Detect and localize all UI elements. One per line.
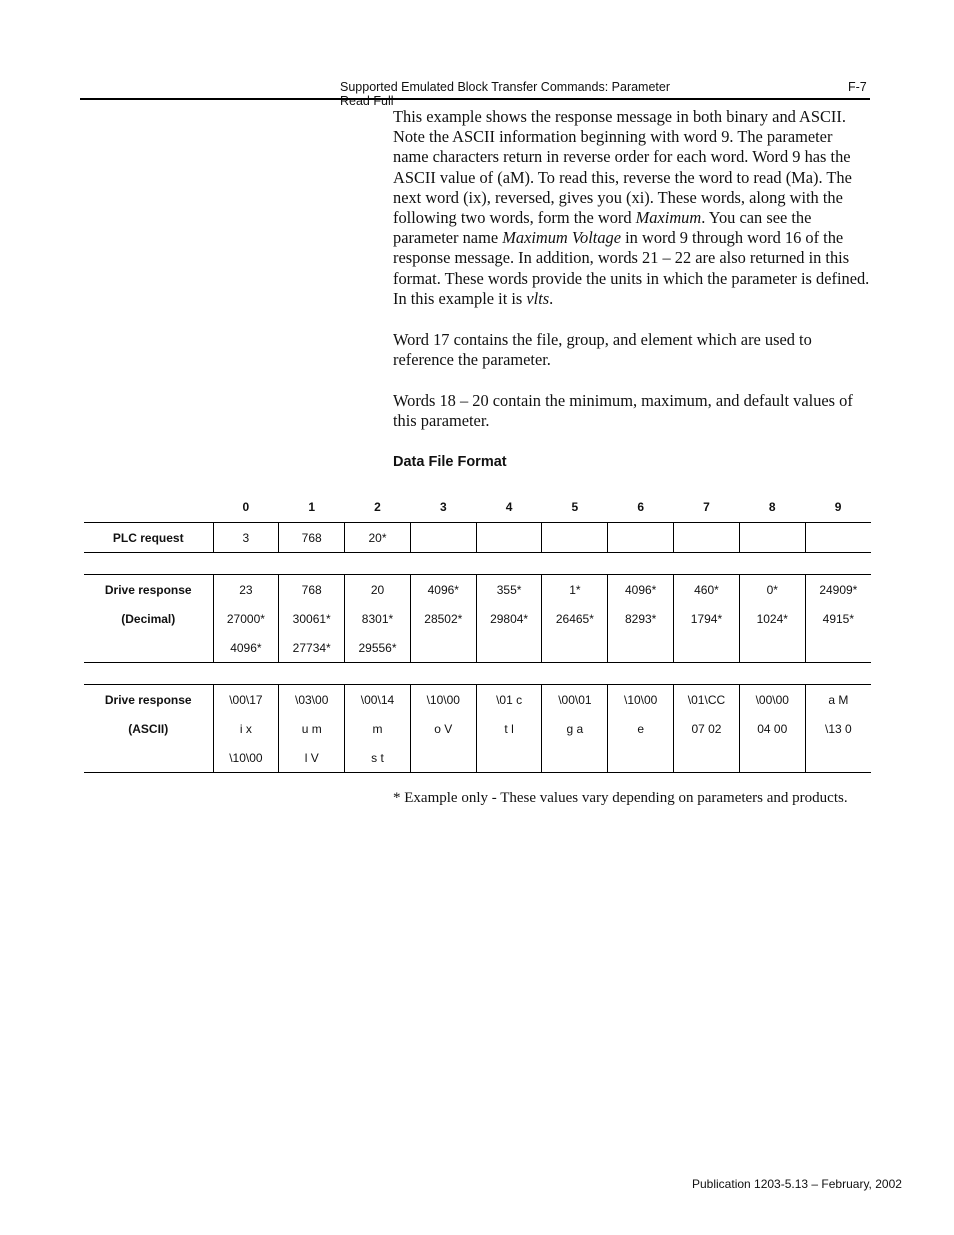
row-label: Drive response [84, 575, 213, 605]
table-cell: 768 [279, 575, 345, 605]
table-cell: \01 c [476, 685, 542, 715]
page-number: F-7 [848, 80, 867, 94]
row-label: Drive response [84, 685, 213, 715]
table-row [84, 685, 871, 715]
table-cell [476, 633, 542, 663]
table-cell: 28502* [410, 604, 476, 633]
row-label [84, 633, 213, 663]
table-cell: \10\00 [213, 743, 279, 773]
table-cell: 20 [345, 575, 411, 605]
column-header-3: 3 [439, 500, 447, 514]
table-cell: u m [279, 714, 345, 743]
table-cell: 20* [345, 523, 411, 553]
column-header-blank [84, 492, 213, 523]
table-cell [674, 633, 740, 663]
table-cell: \10\00 [410, 685, 476, 715]
section-heading: Data File Format [393, 454, 507, 470]
table-cell: g a [542, 714, 608, 743]
table-cell [410, 743, 476, 773]
table-cell: \01\CC [674, 685, 740, 715]
column-header-2: 2 [374, 500, 381, 514]
column-header-9: 9 [834, 500, 842, 514]
table-cell [476, 523, 542, 553]
table-cell: 23 [213, 575, 279, 605]
table-cell: 24909* [805, 575, 871, 605]
paragraph-word-17: Word 17 contains the file, group, and element which are used to reference the parameter. [393, 330, 812, 370]
column-header-5: 5 [571, 500, 579, 514]
row-label: (Decimal) [121, 611, 176, 626]
publication-footer: Publication 1203-5.13 – February, 2002 [692, 1177, 902, 1191]
paragraph-words-18-20: Words 18 – 20 contain the minimum, maximum, and default values of this parameter. [393, 391, 853, 431]
table-cell [805, 523, 871, 553]
italic-term: vlts [526, 288, 550, 308]
table-cell: t l [476, 714, 542, 743]
table-cell: \00\17 [213, 685, 279, 715]
row-label: (ASCII) [128, 721, 169, 736]
column-header-4: 4 [505, 500, 513, 514]
footnote: * Example only - These values vary depending on parameters and products. [393, 790, 848, 806]
table-row [84, 633, 871, 663]
table-cell [410, 523, 476, 553]
table-cell: \00\01 [542, 685, 608, 715]
table-cell: 1794* [674, 604, 740, 633]
group-spacer [84, 553, 871, 575]
table-cell: \13 0 [805, 714, 871, 743]
table-cell: 26465* [542, 604, 608, 633]
table-cell: 4096* [213, 633, 279, 663]
table-cell: 1024* [739, 604, 805, 633]
table-cell: e [608, 714, 674, 743]
table-cell: 27000* [213, 604, 279, 633]
table-cell: a M [805, 685, 871, 715]
table-cell: 27734* [279, 633, 345, 663]
paragraph-text-run: . [549, 288, 554, 308]
italic-term: Maximum Voltage [502, 228, 622, 248]
table-cell: 4096* [410, 575, 476, 605]
running-header-title: Supported Emulated Block Transfer Commands: Parameter Read Full [340, 80, 671, 108]
table-cell [608, 633, 674, 663]
column-header-1: 1 [308, 500, 316, 514]
table-cell: l V [279, 743, 345, 773]
table-cell: 3 [213, 523, 279, 553]
paragraph-text-run: in word 9 through word 16 of the response message. In addition, words 21 – 22 are also returned in this format. These words provide the units in which the parameter is defined. In this example it is [393, 228, 870, 308]
table-cell: 8293* [608, 604, 674, 633]
table-cell [542, 743, 608, 773]
table-cell [542, 633, 608, 663]
column-header-row [84, 492, 871, 523]
table-cell [739, 633, 805, 663]
table-row [84, 523, 871, 553]
table-cell: \03\00 [279, 685, 345, 715]
table-cell: i x [213, 714, 279, 743]
table-cell: 4096* [608, 575, 674, 605]
data-file-format-table [84, 492, 871, 773]
column-header-7: 7 [703, 500, 710, 514]
paragraph-response-explanation [393, 107, 871, 309]
paragraph-text-run: . You can see the parameter name [393, 208, 812, 248]
table-cell [739, 523, 805, 553]
table-cell: 355* [476, 575, 542, 605]
table-cell: 768 [279, 523, 345, 553]
column-header-8: 8 [768, 500, 776, 514]
row-label [84, 743, 213, 773]
table-cell: 07 02 [674, 714, 740, 743]
table-cell: 8301* [345, 604, 411, 633]
table-cell [476, 743, 542, 773]
table-cell [805, 633, 871, 663]
table-row [84, 743, 871, 773]
table-cell [608, 523, 674, 553]
table-cell [674, 523, 740, 553]
table-cell: 4915* [805, 604, 871, 633]
paragraph-text-run: This example shows the response message in both binary and ASCII. Note the ASCII information beginning with word 9. The parameter name characters return in reverse order for each word. Word 9 has the ASCII value of (aM). To read this, reverse the word to read (Ma). The next word (ix), reversed, gives you (xi). These words, along with the following two words, form the word [393, 107, 852, 228]
table-cell: s t [345, 743, 411, 773]
table-cell: o V [410, 714, 476, 743]
table-cell [542, 523, 608, 553]
table-cell: 1* [542, 575, 608, 605]
table-cell [674, 743, 740, 773]
table-cell [739, 743, 805, 773]
table-row [84, 714, 871, 743]
table-row [84, 604, 871, 633]
italic-term: Maximum [635, 208, 702, 228]
table-cell [608, 743, 674, 773]
table-cell: 30061* [279, 604, 345, 633]
table-row [84, 575, 871, 605]
table-cell: 29804* [476, 604, 542, 633]
table-cell: \00\00 [739, 685, 805, 715]
table-cell: 0* [739, 575, 805, 605]
table-cell: 04 00 [739, 714, 805, 743]
table-cell: \10\00 [608, 685, 674, 715]
row-label: PLC request [84, 523, 213, 553]
table-cell: 460* [674, 575, 740, 605]
table-cell: m [345, 714, 411, 743]
group-spacer [84, 663, 871, 685]
column-header-6: 6 [637, 500, 645, 514]
column-header-0: 0 [242, 500, 250, 514]
table-cell [410, 633, 476, 663]
table-cell: 29556* [345, 633, 411, 663]
header-rule [80, 98, 870, 100]
table-cell [805, 743, 871, 773]
table-cell: \00\14 [345, 685, 411, 715]
